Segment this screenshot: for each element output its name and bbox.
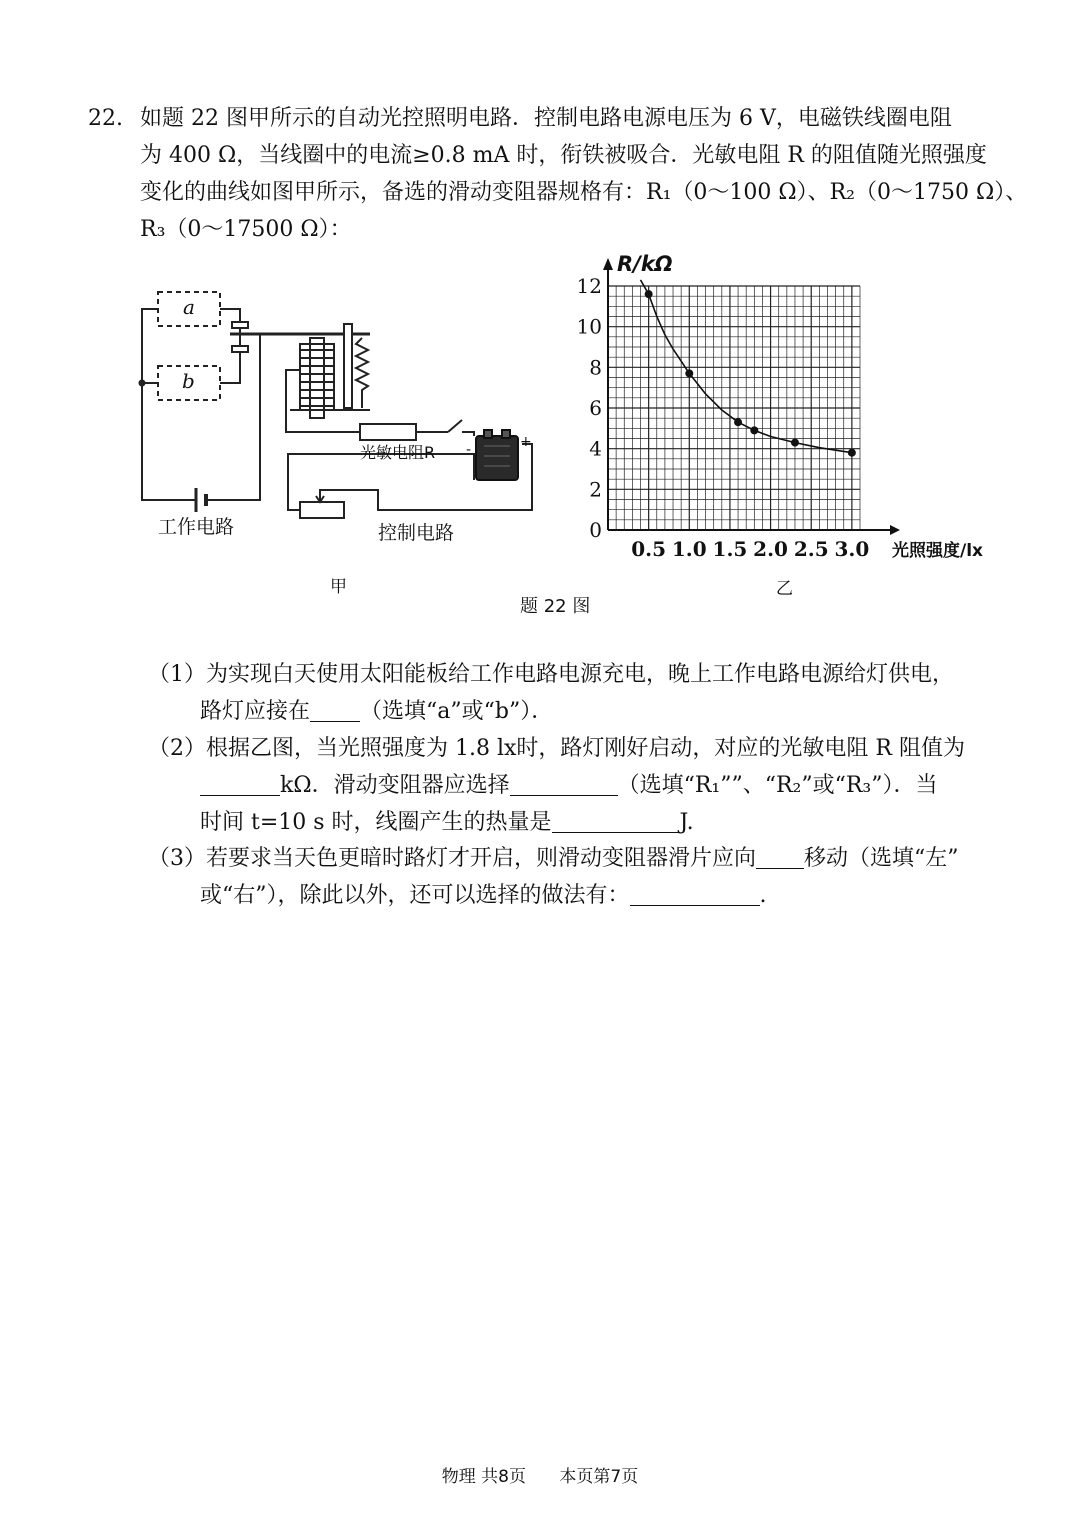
q1-text-a: 路灯应接在	[200, 699, 311, 724]
q1-answer-blank[interactable]	[310, 695, 360, 722]
subquestion-2	[148, 730, 1038, 841]
figure-caption: 题 22 图	[520, 596, 591, 617]
q2-line-2	[148, 767, 1038, 804]
data-point	[685, 369, 693, 377]
x-tick-label: 3.0	[834, 537, 870, 561]
q2-text-b: （选填“R₁””、“R₂”或“R₃”）．当	[617, 773, 938, 798]
question-line-2: 为 400 Ω，当线圈中的电流≥0.8 mA 时，衔铁被吸合．光敏电阻 R 的阻值随光照强度	[140, 143, 987, 168]
x-tick-label: 2.0	[753, 537, 788, 561]
figure-area	[0, 250, 1080, 620]
work-circuit-label: 工作电路	[158, 516, 235, 538]
battery-plus-label: +	[520, 434, 532, 450]
question-stem	[88, 100, 1033, 248]
x-axis-arrow	[890, 525, 900, 535]
q3-text-b: 移动（选填“左”	[804, 846, 959, 871]
q3-method-blank[interactable]	[630, 879, 760, 906]
q1-line-1: （1）为实现白天使用太阳能板给工作电路电源充电，晚上工作电路电源给灯供电，	[148, 662, 954, 687]
y-tick-label: 6	[589, 396, 602, 420]
figure-yi-caption: 乙	[776, 579, 793, 599]
q3-direction-blank[interactable]	[756, 842, 804, 869]
control-battery	[476, 436, 518, 480]
rheostat	[300, 502, 344, 518]
figure-jia-caption: 甲	[330, 577, 347, 597]
question-line-3: 变化的曲线如图甲所示，备选的滑动变阻器规格有：R₁（0～100 Ω）、R₂（0～1750 Ω）、	[140, 180, 1028, 205]
y-tick-label: 4	[589, 436, 602, 461]
x-tick-label: 2.5	[793, 537, 829, 561]
q2-heat-blank[interactable]	[552, 806, 680, 833]
box-b-label: b	[182, 369, 195, 393]
q2-line-1: （2）根据乙图，当光照强度为 1.8 lx时，路灯刚好启动，对应的光敏电阻 R 阻值为	[148, 736, 965, 761]
x-tick-label: 0.5	[631, 537, 667, 561]
y-tick-label: 10	[576, 314, 602, 339]
y-tick-label: 12	[576, 274, 602, 298]
data-point	[791, 439, 799, 447]
footer-page: 本页第7页	[559, 1467, 639, 1487]
q3-line-2	[148, 877, 1038, 914]
question-line-4: R₃（0～17500 Ω）：	[140, 217, 352, 242]
resistance-graph	[570, 250, 1030, 570]
x-tick-label: 1.0	[671, 537, 707, 561]
chart-y-axis-label: R/kΩ	[617, 252, 673, 276]
question-line-1: 如题 22 图甲所示的自动光控照明电路．控制电路电源电压为 6 V，电磁铁线圈电阻	[140, 106, 952, 131]
q3-text-d: .	[759, 883, 767, 908]
data-point	[734, 418, 742, 426]
photoresistor-label: 光敏电阻R	[360, 443, 436, 462]
q3-line-1	[148, 840, 1038, 877]
y-tick-label: 2	[589, 477, 602, 502]
y-axis-arrow	[603, 258, 613, 270]
chart-x-axis-label: 光照强度/lx	[892, 541, 984, 561]
x-tick-label: 1.5	[712, 537, 748, 561]
q2-text-d: J.	[679, 810, 694, 835]
y-tick-label: 0	[589, 518, 602, 542]
q1-line-2	[148, 693, 1038, 730]
data-point	[645, 290, 653, 298]
page-footer	[0, 1462, 1080, 1487]
q2-text-c: 时间 t=10 s 时，线圈产生的热量是	[200, 810, 552, 835]
question-number: 22.	[88, 106, 123, 131]
q2-resistance-blank[interactable]	[200, 769, 280, 796]
control-circuit-label: 控制电路	[378, 522, 455, 544]
q2-rheostat-blank[interactable]	[510, 769, 618, 796]
photoresistor	[360, 424, 416, 440]
circuit-diagram	[0, 250, 560, 570]
q1-text-b: （选填“a”或“b”）．	[360, 699, 554, 724]
box-a-label: a	[183, 295, 195, 319]
data-point	[750, 426, 758, 434]
q3-text-a: （3）若要求当天色更暗时路灯才开启，则滑动变阻器滑片应向	[148, 846, 756, 871]
footer-subject: 物理 共8页	[441, 1467, 526, 1487]
q3-text-c: 或“右”），除此以外，还可以选择的做法有：	[200, 883, 630, 908]
y-tick-label: 8	[589, 355, 602, 380]
data-point	[848, 449, 856, 457]
subquestion-1	[148, 656, 1038, 730]
subquestion-3	[148, 840, 1038, 914]
battery-minus-label: -	[466, 442, 472, 458]
q2-line-3	[148, 804, 1038, 841]
q2-text-a: kΩ．滑动变阻器应选择	[280, 773, 510, 798]
